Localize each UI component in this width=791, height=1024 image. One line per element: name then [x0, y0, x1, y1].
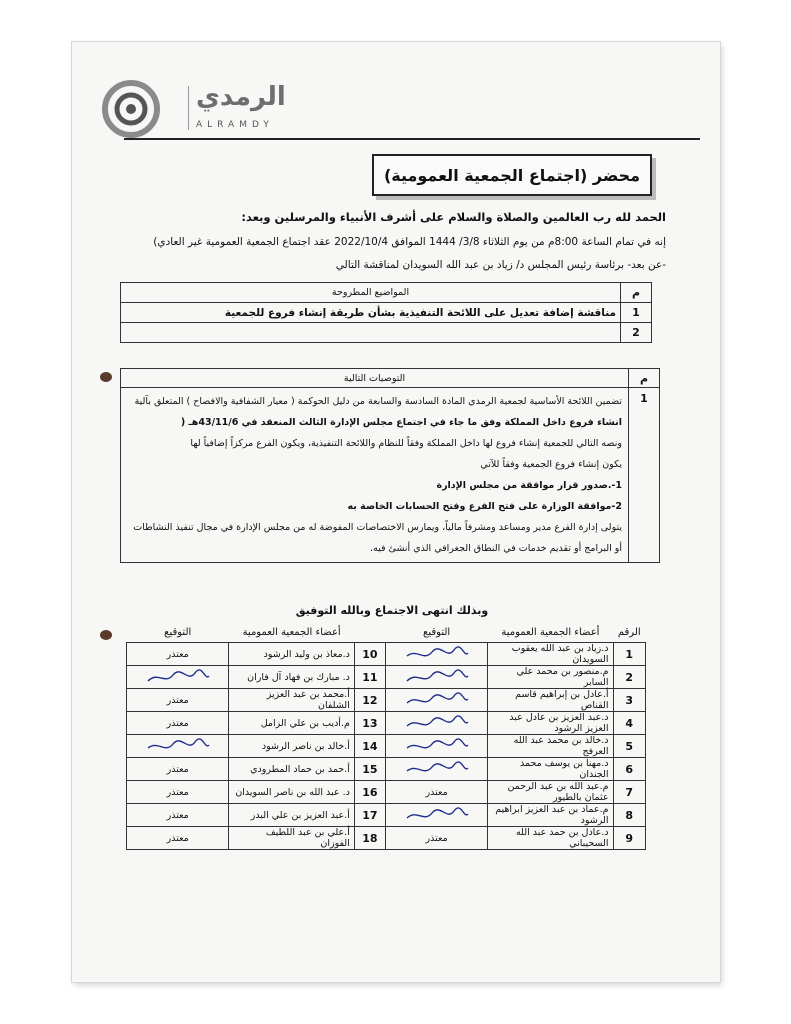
- member-name: أ.عبد العزيز بن علي البدر: [229, 804, 354, 827]
- member-signature: معتذر: [385, 827, 487, 850]
- intro-line-2: إنه في تمام الساعة 8:00م من يوم الثلاثاء 3/8/ 1444 الموافق 2022/10/4 عقد اجتماع الجمعية العمومية غير العادي): [153, 236, 666, 248]
- recommendations-table: [120, 368, 660, 563]
- topic-text: مناقشة إضافة تعديل على اللائحة التنفيذية بشأن طريقة إنشاء فروع للجمعية: [121, 303, 621, 323]
- member-num: 10: [354, 643, 385, 666]
- member-signature: معتذر: [127, 804, 229, 827]
- rec-col-num: م: [629, 369, 660, 388]
- member-num: 18: [354, 827, 385, 850]
- document-page: [72, 42, 720, 982]
- rec-line: تضمين اللائحة الأساسية لجمعية الرمدي المادة السادسة والسابعة من دليل الحوكمة ( معيار الشفافية والافصاح ) المتعلق بآلية: [134, 396, 622, 407]
- signature-scribble-icon: [402, 761, 472, 777]
- member-num: 1: [613, 643, 646, 666]
- intro-line-3: -عن بعد- برئاسة رئيس المجلس د/ زياد بن عبد الله السويدان لمناقشة التالي: [335, 259, 666, 271]
- signature-scribble-icon: [143, 738, 213, 754]
- member-signature: معتذر: [127, 712, 229, 735]
- member-name: د.زياد بن عبد الله يعقوب السويدان: [488, 643, 613, 666]
- member-name: م.أديب بن علي الزامل: [229, 712, 354, 735]
- member-num: 12: [354, 689, 385, 712]
- rec-line: ونصه التالي للجمعية إنشاء فروع لها داخل المملكة وفقاً للنظام واللائحة التنفيذية، ويكون الفرع مركزاً إضافياً لها: [190, 438, 622, 449]
- member-num: 15: [354, 758, 385, 781]
- member-signature: [385, 666, 487, 689]
- rec-line: 1-.صدور قرار موافقة من مجلس الإدارة: [436, 480, 622, 491]
- table-row: [127, 827, 646, 850]
- rec-line: أو البرامج أو تقديم خدمات في النطاق الجغرافي الذي أنشئ فيه.: [369, 543, 622, 554]
- signature-scribble-icon: [402, 669, 472, 685]
- rec-line: 2-موافقة الوزارة على فتح الفرع وفتح الحسابات الخاصة به: [347, 501, 622, 512]
- member-signature: [385, 689, 487, 712]
- member-name: أ.علي بن عبد اللطيف الفوزان: [229, 827, 354, 850]
- member-name: أ.محمد بن عبد العزيز الشلفان: [229, 689, 354, 712]
- member-num: 4: [613, 712, 646, 735]
- member-num: 9: [613, 827, 646, 850]
- header-num: الرقم: [613, 622, 646, 643]
- member-name: د.عبد العزيز بن عادل عبد العزيز الرشود: [488, 712, 613, 735]
- member-signature: [127, 666, 229, 689]
- member-name: د. عبد الله بن ناصر السويدان: [229, 781, 354, 804]
- member-signature: معتذر: [127, 689, 229, 712]
- member-num: 2: [613, 666, 646, 689]
- rec-line: انشاء فروع داخل المملكة وفق ما جاء في اجتماع مجلس الإدارة الثالث المنعقد في 43/11/6هـ (: [180, 417, 622, 428]
- member-signature: [385, 758, 487, 781]
- rec-col-title: التوصيات التالية: [121, 369, 629, 388]
- topic-num: 2: [621, 323, 652, 343]
- member-signature: معتذر: [127, 781, 229, 804]
- table-row: [127, 712, 646, 735]
- header-rule: [124, 138, 700, 140]
- rec-body: [121, 388, 629, 563]
- header-num-2: [354, 622, 385, 643]
- member-name: م.عماد بن عبد العزيز ابراهيم الرشود: [488, 804, 613, 827]
- member-num: 17: [354, 804, 385, 827]
- member-name: م.عبد الله بن عبد الرحمن عثمان بالطيور: [488, 781, 613, 804]
- member-num: 13: [354, 712, 385, 735]
- member-signature: [385, 712, 487, 735]
- member-num: 5: [613, 735, 646, 758]
- signature-scribble-icon: [143, 669, 213, 685]
- header-name: أعضاء الجمعية العمومية: [488, 622, 613, 643]
- member-name: أ.خالد بن ناصر الرشود: [229, 735, 354, 758]
- rec-line: يتولى إدارة الفرع مدير ومساعد ومشرفاً مالياً، ويمارس الاختصاصات المفوضة له من مجلس الإدارة في مجال تنفيذ النشاطات: [133, 522, 622, 533]
- table-row: [127, 735, 646, 758]
- signature-scribble-icon: [402, 807, 472, 823]
- table-row: [127, 804, 646, 827]
- page-title: محضر (اجتماع الجمعية العمومية): [372, 154, 652, 196]
- member-num: 8: [613, 804, 646, 827]
- member-num: 3: [613, 689, 646, 712]
- member-name: د. مبارك بن فهاد آل فاران: [229, 666, 354, 689]
- member-num: 11: [354, 666, 385, 689]
- member-name: أ.حمد بن حماد المطرودي: [229, 758, 354, 781]
- topic-num: 1: [621, 303, 652, 323]
- rec-num: 1: [629, 388, 660, 563]
- table-row: [127, 758, 646, 781]
- topic-text: [121, 323, 621, 343]
- member-num: 14: [354, 735, 385, 758]
- logo-text-arabic: الرمدي: [196, 82, 286, 112]
- member-num: 7: [613, 781, 646, 804]
- table-row: [127, 781, 646, 804]
- rec-line: يكون إنشاء فروع الجمعية وفقاً للآتي: [480, 459, 622, 470]
- member-signature: معتذر: [127, 827, 229, 850]
- member-signature: [385, 643, 487, 666]
- intro-line-1: الحمد لله رب العالمين والصلاة والسلام على أشرف الأنبياء والمرسلين وبعد:: [241, 210, 666, 224]
- topics-col-title: المواضيع المطروحة: [121, 283, 621, 303]
- signature-scribble-icon: [402, 715, 472, 731]
- member-signature: معتذر: [127, 758, 229, 781]
- member-name: د.خالد بن محمد عبد الله العرفج: [488, 735, 613, 758]
- table-row: [127, 643, 646, 666]
- member-name: د.مهنا بن يوسف محمد الجندان: [488, 758, 613, 781]
- header-sign: التوقيع: [385, 622, 487, 643]
- table-row: [127, 666, 646, 689]
- topics-table: [120, 282, 652, 343]
- signature-scribble-icon: [402, 738, 472, 754]
- punch-hole: [100, 372, 112, 382]
- header-name-2: أعضاء الجمعية العمومية: [229, 622, 354, 643]
- member-num: 16: [354, 781, 385, 804]
- member-num: 6: [613, 758, 646, 781]
- signature-scribble-icon: [402, 646, 472, 662]
- logo-mark-icon: [100, 78, 162, 140]
- member-signature: [385, 735, 487, 758]
- logo: [100, 70, 300, 142]
- topics-col-num: م: [621, 283, 652, 303]
- closing-text: وبذلك انتهى الاجتماع وبالله التوفيق: [295, 604, 489, 617]
- members-table: [126, 622, 646, 850]
- member-signature: معتذر: [127, 643, 229, 666]
- punch-hole: [100, 630, 112, 640]
- header-sign-2: التوقيع: [127, 622, 229, 643]
- member-name: د.عادل بن حمد عبد الله السحيباني: [488, 827, 613, 850]
- member-name: م.منصور بن محمد علي السابر: [488, 666, 613, 689]
- member-signature: [127, 735, 229, 758]
- logo-separator: [188, 86, 189, 130]
- member-name: د.معاذ بن وليد الرشود: [229, 643, 354, 666]
- signature-scribble-icon: [402, 692, 472, 708]
- member-signature: [385, 804, 487, 827]
- member-name: أ.عادل بن إبراهيم قاسم القناص: [488, 689, 613, 712]
- table-row: [127, 689, 646, 712]
- logo-text-english: ALRAMDY: [196, 120, 274, 130]
- member-signature: معتذر: [385, 781, 487, 804]
